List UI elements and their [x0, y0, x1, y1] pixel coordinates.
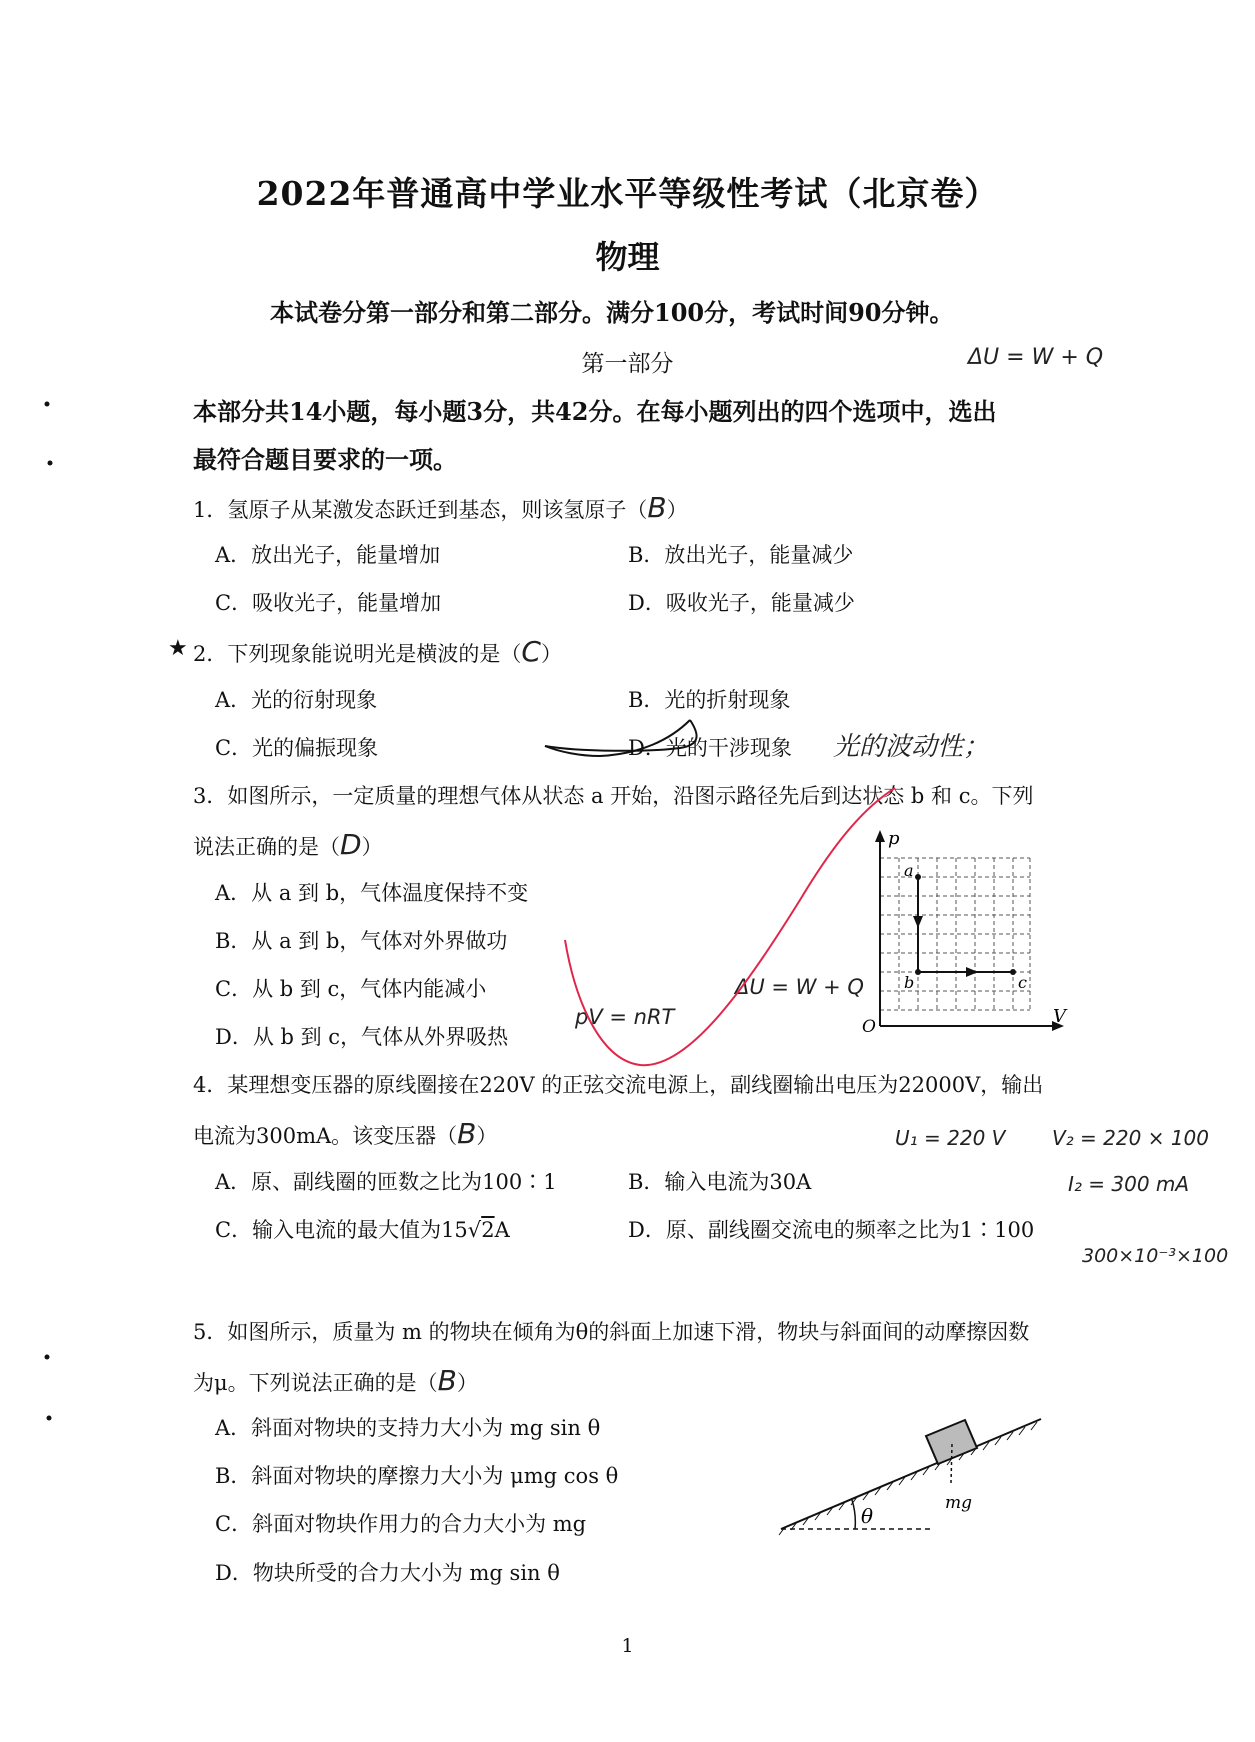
question-4-stem2: 电流为300mA。该变压器（ [193, 1124, 458, 1148]
handwritten-mg: mg [945, 1493, 973, 1513]
question-3-answer: D [340, 828, 362, 861]
handwritten-ideal-gas-law: pV = nRT [575, 1005, 675, 1029]
q2-option-a: A．光的衍射现象 [215, 688, 378, 712]
question-4-line1: 4．某理想变压器的原线圈接在220V 的正弦交流电源上，副线圈输出电压为22000V，输出 [193, 1073, 1044, 1097]
page-number: 1 [621, 1635, 634, 1657]
part-instructions-line1: 本部分共14小题，每小题3分，共42分。在每小题列出的四个选项中，选出 [193, 397, 997, 426]
q1-option-a: A．放出光子，能量增加 [215, 543, 441, 567]
incline-angle-label: θ [861, 1504, 874, 1528]
q4-option-b: B．输入电流为30A [628, 1170, 812, 1194]
handwritten-i2: I₂ = 300 mA [1068, 1172, 1190, 1196]
q3-option-a: A．从 a 到 b，气体温度保持不变 [215, 881, 529, 905]
question-3-stem2: 说法正确的是（ [193, 835, 340, 859]
question-3-close: ） [361, 835, 383, 859]
pv-point-a: a [904, 861, 914, 880]
handwritten-note-wave: 光的波动性； [833, 732, 990, 762]
q2-option-b: B．光的折射现象 [628, 688, 791, 712]
exam-title: 2022年普通高中学业水平等级性考试（北京卷） [256, 174, 999, 213]
pen-stroke-underline-loop [545, 720, 697, 751]
q3-option-d: D．从 b 到 c，气体从外界吸热 [215, 1025, 509, 1049]
q4-option-d: D．原、副线圈交流电的频率之比为1∶100 [628, 1218, 1035, 1242]
exam-note: 本试卷分第一部分和第二部分。满分100分，考试时间90分钟。 [270, 298, 954, 327]
q4-option-c-unit: A [494, 1218, 510, 1242]
q5-option-a: A．斜面对物块的支持力大小为 mg sin θ [215, 1416, 601, 1440]
handwritten-first-law-top: ΔU = W + Q [968, 345, 1104, 370]
handwritten-v2: V₂ = 220 × 100 [1052, 1126, 1209, 1150]
pv-point-c: c [1018, 973, 1027, 992]
handwritten-u1: U₁ = 220 V [895, 1126, 1006, 1150]
q1-option-b: B．放出光子，能量减少 [628, 543, 854, 567]
handwritten-first-law: ΔU = W + Q [735, 975, 864, 999]
question-5-close: ） [456, 1371, 478, 1395]
margin-dot-1 [45, 402, 50, 407]
subject-title: 物理 [595, 238, 660, 276]
question-5-answer: B [437, 1364, 457, 1397]
question-5-stem2: 为μ。下列说法正确的是（ [193, 1371, 438, 1395]
question-2-close: ） [540, 642, 562, 666]
q3-option-c: C．从 b 到 c，气体内能减小 [215, 977, 487, 1001]
question-4-close: ） [476, 1124, 498, 1148]
question-1-stem: 1．氢原子从某激发态跃迁到基态，则该氢原子（ [193, 498, 648, 522]
q4-option-a: A．原、副线圈的匝数之比为100∶1 [215, 1170, 557, 1194]
margin-dot-2 [48, 461, 53, 466]
q2-option-d: D．光的干涉现象 [628, 736, 792, 760]
q3-option-b: B．从 a 到 b，气体对外界做功 [215, 929, 508, 953]
question-4-answer: B [457, 1117, 477, 1150]
q5-option-b: B．斜面对物块的摩擦力大小为 μmg cos θ [215, 1464, 619, 1488]
margin-dot-4 [47, 1416, 52, 1421]
pv-axis-v: V [1053, 1006, 1066, 1027]
q5-option-c: C．斜面对物块作用力的合力大小为 mg [215, 1512, 587, 1536]
q4-option-c-text: C．输入电流的最大值为15 [215, 1218, 468, 1242]
question-5-line1: 5．如图所示，质量为 m 的物块在倾角为θ的斜面上加速下滑，物块与斜面间的动摩擦因数 [193, 1320, 1030, 1344]
q1-option-d: D．吸收光子，能量减少 [628, 591, 855, 615]
q5-option-d: D．物块所受的合力大小为 mg sin θ [215, 1561, 560, 1585]
q2-option-c: C．光的偏振现象 [215, 736, 379, 760]
question-3-line1: 3．如图所示，一定质量的理想气体从状态 a 开始，沿图示路径先后到达状态 b 和 c。下列 [193, 784, 1034, 808]
star-mark-icon: ★ [168, 636, 188, 661]
margin-dot-3 [45, 1355, 50, 1360]
pv-origin: O [862, 1017, 876, 1034]
question-1-answer: B [647, 491, 667, 524]
red-pen-curve [565, 788, 895, 1065]
sqrt-symbol: √ [467, 1218, 482, 1242]
question-2-stem: 2．下列现象能说明光是横波的是（ [193, 642, 522, 666]
handwritten-calc: 300×10⁻³×100 [1082, 1245, 1229, 1267]
part-heading: 第一部分 [581, 351, 674, 377]
part-instructions-line2: 最符合题目要求的一项。 [193, 445, 457, 474]
question-2-answer: C [521, 635, 541, 668]
sqrt-radicand: 2 [481, 1218, 495, 1242]
pv-point-b: b [904, 973, 915, 992]
q1-option-c: C．吸收光子，能量增加 [215, 591, 442, 615]
pv-axis-p: p [888, 828, 900, 849]
question-1-close: ） [666, 498, 688, 522]
